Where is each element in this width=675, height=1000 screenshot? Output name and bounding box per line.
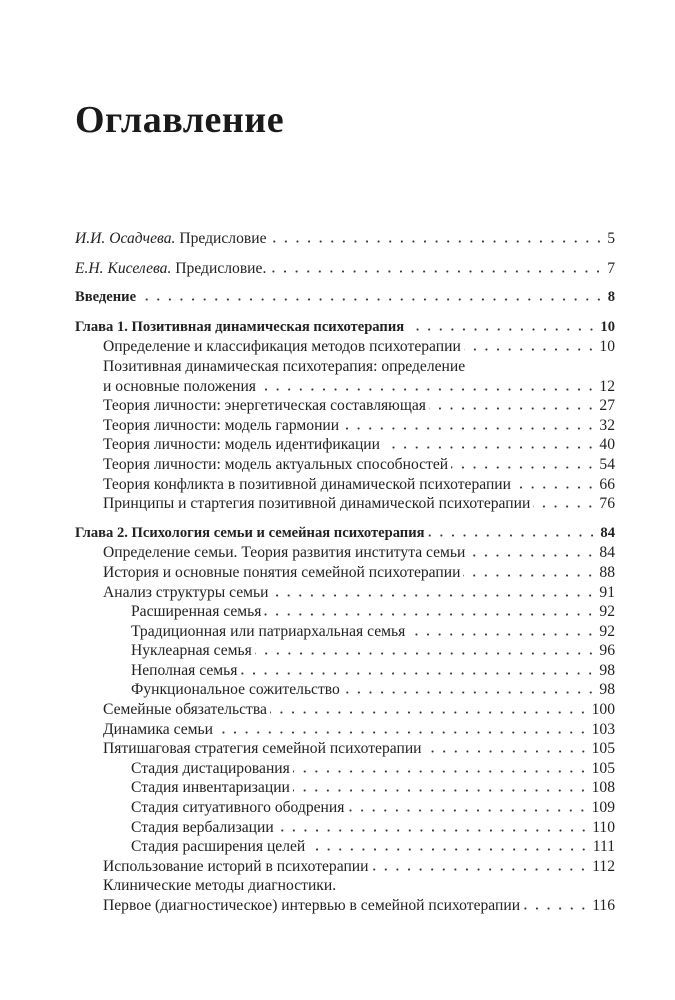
toc-entry-text: Предисловие	[179, 230, 267, 247]
toc-entry-title	[103, 475, 511, 495]
toc-entry-text: Принципы и стартегия позитивной динамической психотерапии	[103, 495, 531, 513]
toc-entry-title	[75, 288, 136, 308]
toc-entry-title-line: Позитивная динамическая психотерапия: определение	[103, 357, 466, 375]
toc-entry-title	[103, 720, 213, 740]
toc-entry-text: и основные положения	[103, 377, 256, 395]
toc-entry[interactable]	[75, 288, 615, 308]
toc-entry-page-number: 116	[592, 897, 615, 914]
dot-leader	[343, 684, 597, 694]
toc-entry-title	[131, 641, 252, 661]
toc-entry[interactable]	[75, 798, 615, 818]
toc-entry-title	[103, 700, 267, 720]
toc-entry[interactable]	[75, 524, 615, 544]
dot-leader	[533, 498, 596, 508]
toc-entry-text: Стадия ситуативного ободрения	[131, 799, 345, 817]
dot-leader	[429, 400, 596, 410]
toc-entry-title	[75, 524, 425, 544]
dot-leader	[428, 527, 598, 537]
toc-entry-page-number: 5	[607, 230, 615, 247]
toc-entry-page-number: 40	[599, 436, 615, 454]
toc-entry-text: Динамика семьи	[103, 720, 213, 738]
toc-entry[interactable]	[75, 494, 615, 514]
toc-entry-page-number: 92	[599, 603, 615, 621]
toc-entry-page-number: 7	[607, 259, 615, 277]
toc-entry-title	[75, 259, 266, 279]
toc-entry-title	[103, 337, 461, 357]
toc-entry-title	[103, 583, 268, 603]
toc-entry-title	[131, 661, 237, 681]
toc-entry-title	[103, 543, 465, 563]
dot-leader	[293, 763, 589, 773]
dot-leader	[463, 567, 596, 577]
toc-entry-page-number: 96	[599, 642, 615, 660]
toc-entry[interactable]	[75, 876, 615, 915]
toc-entry-page-number: 91	[599, 583, 615, 601]
toc-entry-text: Пятишаговая стратегия семейной психотерапии	[103, 740, 422, 758]
toc-entry[interactable]	[75, 318, 615, 338]
toc-entry-title	[103, 396, 426, 416]
toc-entry-text: Стадия расширения целей	[131, 838, 306, 856]
toc-entry[interactable]	[75, 759, 615, 779]
toc-entry[interactable]	[75, 583, 615, 603]
toc-entry[interactable]	[75, 337, 615, 357]
toc-entry[interactable]	[75, 720, 615, 740]
toc-entry[interactable]	[75, 857, 615, 877]
toc-entry-page-number: 27	[599, 397, 615, 415]
toc-entry-title	[103, 563, 460, 583]
toc-entry-title	[131, 778, 290, 798]
dot-leader	[383, 439, 596, 449]
toc-entry[interactable]	[75, 543, 615, 563]
toc-entry-title	[103, 435, 380, 455]
toc-entry[interactable]	[75, 641, 615, 661]
dot-leader	[277, 822, 589, 832]
toc-entry[interactable]	[75, 396, 615, 416]
toc-entry-page-number: 92	[599, 622, 615, 640]
toc-entry[interactable]	[75, 602, 615, 622]
dot-leader	[139, 291, 605, 301]
toc-entry-author: Е.Н. Киселева.	[75, 259, 172, 277]
toc-entry[interactable]	[75, 416, 615, 436]
toc-entry-text: Теория личности: модель идентификации	[103, 436, 380, 454]
toc-entry-text: История и основные понятия семейной психотерапии	[103, 563, 461, 581]
toc-entry-title	[75, 318, 404, 338]
toc-entry-page-number: 84	[600, 524, 615, 541]
toc-entry-title-line: Клинические методы диагностики.	[103, 877, 337, 895]
toc-entry-title	[131, 759, 290, 779]
toc-entry-page-number: 12	[599, 377, 615, 395]
toc-entry-page-number: 10	[599, 338, 615, 356]
toc-entry-page-number: 112	[592, 857, 615, 875]
toc-entry-title	[131, 798, 344, 818]
toc-entry-text: Определение и классификация методов психотерапии	[103, 338, 461, 356]
toc-entry[interactable]	[75, 661, 615, 681]
toc-entry-title	[103, 494, 530, 514]
dot-leader	[514, 479, 596, 489]
toc-entry-title	[103, 416, 339, 436]
toc-entry-text: Стадия дистацирования	[131, 759, 290, 777]
toc-entry-text: Стадия вербализации	[131, 818, 274, 836]
toc-entry-title	[103, 377, 256, 397]
toc-entry-title	[103, 739, 422, 759]
toc-entry[interactable]	[75, 435, 615, 455]
toc-entry-page-number: 54	[599, 455, 615, 473]
toc-entry-page-number: 109	[591, 799, 615, 817]
dot-leader	[255, 645, 597, 655]
toc-entry-page-number: 98	[599, 681, 615, 699]
page-title: Оглавление	[75, 99, 285, 141]
toc-entry-text: Предисловие.	[175, 259, 267, 277]
toc-entry[interactable]	[75, 739, 615, 759]
toc-entry-page-number: 10	[600, 318, 615, 335]
dot-leader	[240, 665, 596, 675]
toc-entry-author: И.И. Осадчева.	[75, 230, 176, 247]
dot-leader	[523, 900, 589, 910]
dot-leader	[270, 233, 605, 243]
toc-entry[interactable]	[75, 818, 615, 838]
toc-entry-text: Первое (диагностическое) интервью в семейной психотерапии	[103, 897, 521, 914]
toc-entry-text: Анализ структуры семьи	[103, 583, 269, 601]
toc-entry-page-number: 98	[599, 661, 615, 679]
toc-entry-page-number: 108	[591, 779, 615, 797]
toc-entry-text: Теория личности: энергетическая составляющая	[103, 397, 426, 415]
toc-entry-title	[131, 602, 261, 622]
toc-entry[interactable]	[75, 357, 615, 396]
toc-entry-page-number: 105	[591, 740, 615, 758]
dot-leader	[342, 420, 596, 430]
toc-entry-page-number: 111	[592, 838, 615, 856]
toc-entry-title	[131, 622, 405, 642]
dot-leader	[451, 459, 596, 469]
toc-entry[interactable]	[75, 259, 615, 279]
toc-entry[interactable]	[75, 229, 615, 249]
toc-entry[interactable]	[75, 778, 615, 798]
toc-entry-text: Глава 2. Психология семьи и семейная психотерапия	[75, 524, 425, 541]
toc-entry-text: Введение	[75, 289, 137, 306]
toc-entry-title	[131, 680, 340, 700]
toc-entry-title	[131, 837, 305, 857]
toc-entry-page-number: 8	[607, 289, 615, 306]
toc-entry[interactable]	[75, 475, 615, 495]
toc-entry-title	[103, 857, 368, 877]
dot-leader	[308, 841, 590, 851]
toc-entry-text: Глава 1. Позитивная динамическая психотерапия	[75, 318, 405, 335]
toc-entry-text: Теория конфликта в позитивной динамической психотерапии	[103, 475, 511, 493]
dot-leader	[468, 547, 596, 557]
toc-entry-page-number: 88	[599, 563, 615, 581]
dot-leader	[259, 381, 596, 391]
toc-entry-text: Традиционная или патриархальная семья	[131, 622, 406, 640]
toc-entry-page-number: 105	[591, 759, 615, 777]
toc-entry-page-number: 76	[599, 495, 615, 513]
toc-entry-text: Определение семьи. Теория развития института семьи	[103, 544, 466, 562]
toc-entry-text: Функциональное сожительство	[131, 681, 340, 699]
dot-leader	[293, 782, 589, 792]
table-of-contents	[75, 229, 615, 916]
dot-leader	[371, 861, 589, 871]
toc-entry-text: Расширенная семья	[131, 603, 262, 621]
toc-entry[interactable]	[75, 700, 615, 720]
dot-leader	[269, 263, 604, 273]
toc-entry[interactable]	[75, 455, 615, 475]
toc-entry-page-number: 32	[599, 416, 615, 434]
toc-entry-page-number: 66	[599, 475, 615, 493]
toc-entry-text: Использование историй в психотерапии	[103, 857, 369, 875]
toc-entry-text: Теория личности: модель гармонии	[103, 416, 340, 434]
toc-entry-text: Семейные обязательства	[103, 701, 267, 719]
toc-entry[interactable]	[75, 622, 615, 642]
toc-entry-page-number: 103	[591, 720, 615, 738]
toc-entry-page-number: 84	[599, 544, 615, 562]
toc-entry-title	[103, 455, 448, 475]
toc-entry-text: Неполная семья	[131, 661, 238, 679]
dot-leader	[270, 704, 589, 714]
dot-leader	[271, 587, 596, 597]
toc-entry-page-number: 100	[591, 701, 615, 719]
toc-entry[interactable]	[75, 563, 615, 583]
dot-leader	[408, 626, 596, 636]
toc-entry[interactable]	[75, 837, 615, 857]
dot-leader	[407, 321, 597, 331]
dot-leader	[264, 606, 596, 616]
dot-leader	[216, 724, 589, 734]
dot-leader	[347, 802, 588, 812]
toc-entry-title	[131, 818, 274, 838]
dot-leader	[425, 743, 589, 753]
toc-entry-title	[103, 896, 520, 916]
toc-entry-text: Теория личности: модель актуальных способностей	[103, 455, 449, 473]
toc-entry-text: Стадия инвентаризации	[131, 779, 290, 797]
toc-entry-page-number: 110	[592, 818, 615, 836]
toc-entry[interactable]	[75, 680, 615, 700]
toc-entry-text: Нуклеарная семья	[131, 642, 252, 660]
toc-entry-title	[75, 229, 267, 249]
dot-leader	[464, 341, 597, 351]
